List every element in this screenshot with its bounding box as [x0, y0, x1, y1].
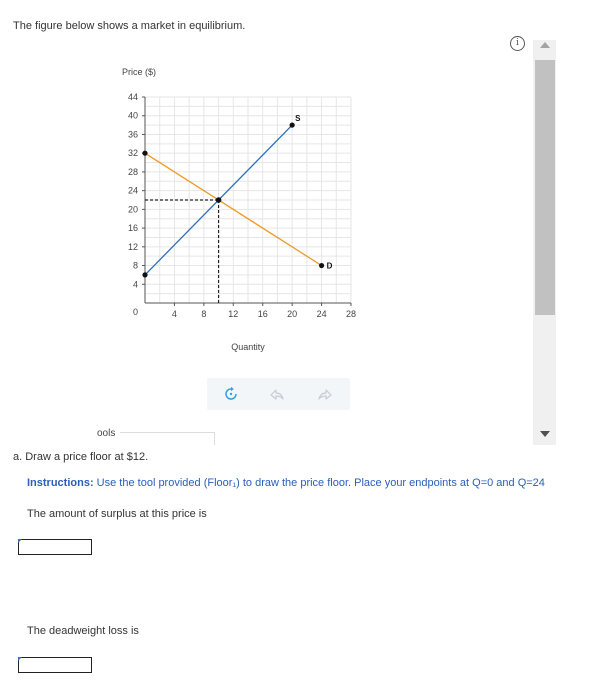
- origin-label: 0: [132, 307, 138, 317]
- y-tick-label: 32: [127, 148, 138, 159]
- series-point-D: [142, 151, 147, 156]
- x-tick-label: 28: [345, 309, 357, 319]
- surplus-prompt: The amount of surplus at this price is: [27, 508, 207, 520]
- x-tick-label: 12: [228, 309, 239, 319]
- y-tick-label: 24: [127, 185, 138, 196]
- x-tick-label: 20: [287, 309, 298, 319]
- instructions-body: Use the tool provided (Floor₁) to draw the price floor. Place your endpoints at Q=0 and Q=24: [93, 477, 545, 489]
- deadweight-answer-input[interactable]: [18, 657, 92, 673]
- graph-toolbar: [207, 378, 350, 410]
- series-point-S: [142, 272, 147, 277]
- y-tick-label: 36: [127, 129, 138, 140]
- instructions-text: [27, 477, 545, 489]
- tools-panel-border: [120, 432, 215, 445]
- scrollbar-thumb[interactable]: [535, 60, 555, 315]
- x-tick-label: 24: [316, 309, 327, 319]
- y-axis-title: Price ($): [122, 67, 157, 77]
- y-tick-label: 20: [127, 204, 138, 215]
- x-axis-title: Quantity: [231, 342, 265, 352]
- scroll-up-arrow-icon[interactable]: [540, 42, 550, 48]
- x-tick-label: 8: [201, 309, 207, 319]
- x-tick-label: 4: [171, 309, 177, 319]
- question-text: a. Draw a price floor at $12.: [13, 451, 149, 463]
- y-tick-label: 4: [132, 279, 138, 290]
- surplus-answer-input[interactable]: [18, 539, 92, 555]
- reset-icon[interactable]: [219, 382, 243, 406]
- series-point-D: [319, 263, 324, 268]
- supply-demand-chart[interactable]: [100, 60, 480, 360]
- info-icon[interactable]: i: [510, 36, 525, 51]
- series-point-S: [290, 122, 295, 127]
- x-tick-label: 16: [257, 309, 268, 319]
- deadweight-prompt: The deadweight loss is: [27, 625, 139, 637]
- y-tick-label: 40: [127, 110, 138, 121]
- y-tick-label: 12: [127, 241, 138, 252]
- y-tick-label: 8: [132, 260, 138, 271]
- intro-text: The figure below shows a market in equilibrium.: [13, 20, 246, 32]
- redo-icon[interactable]: [313, 382, 337, 406]
- scroll-down-arrow-icon[interactable]: [540, 431, 550, 437]
- y-tick-label: 16: [127, 223, 138, 234]
- series-label-D: D: [326, 261, 333, 271]
- tools-panel-label: ools: [97, 428, 116, 439]
- equilibrium-point: [216, 197, 222, 203]
- undo-icon[interactable]: [265, 382, 289, 406]
- y-tick-label: 44: [127, 92, 138, 102]
- series-label-S: S: [295, 114, 301, 124]
- y-tick-label: 28: [127, 166, 138, 177]
- instructions-label: Instructions:: [27, 477, 94, 489]
